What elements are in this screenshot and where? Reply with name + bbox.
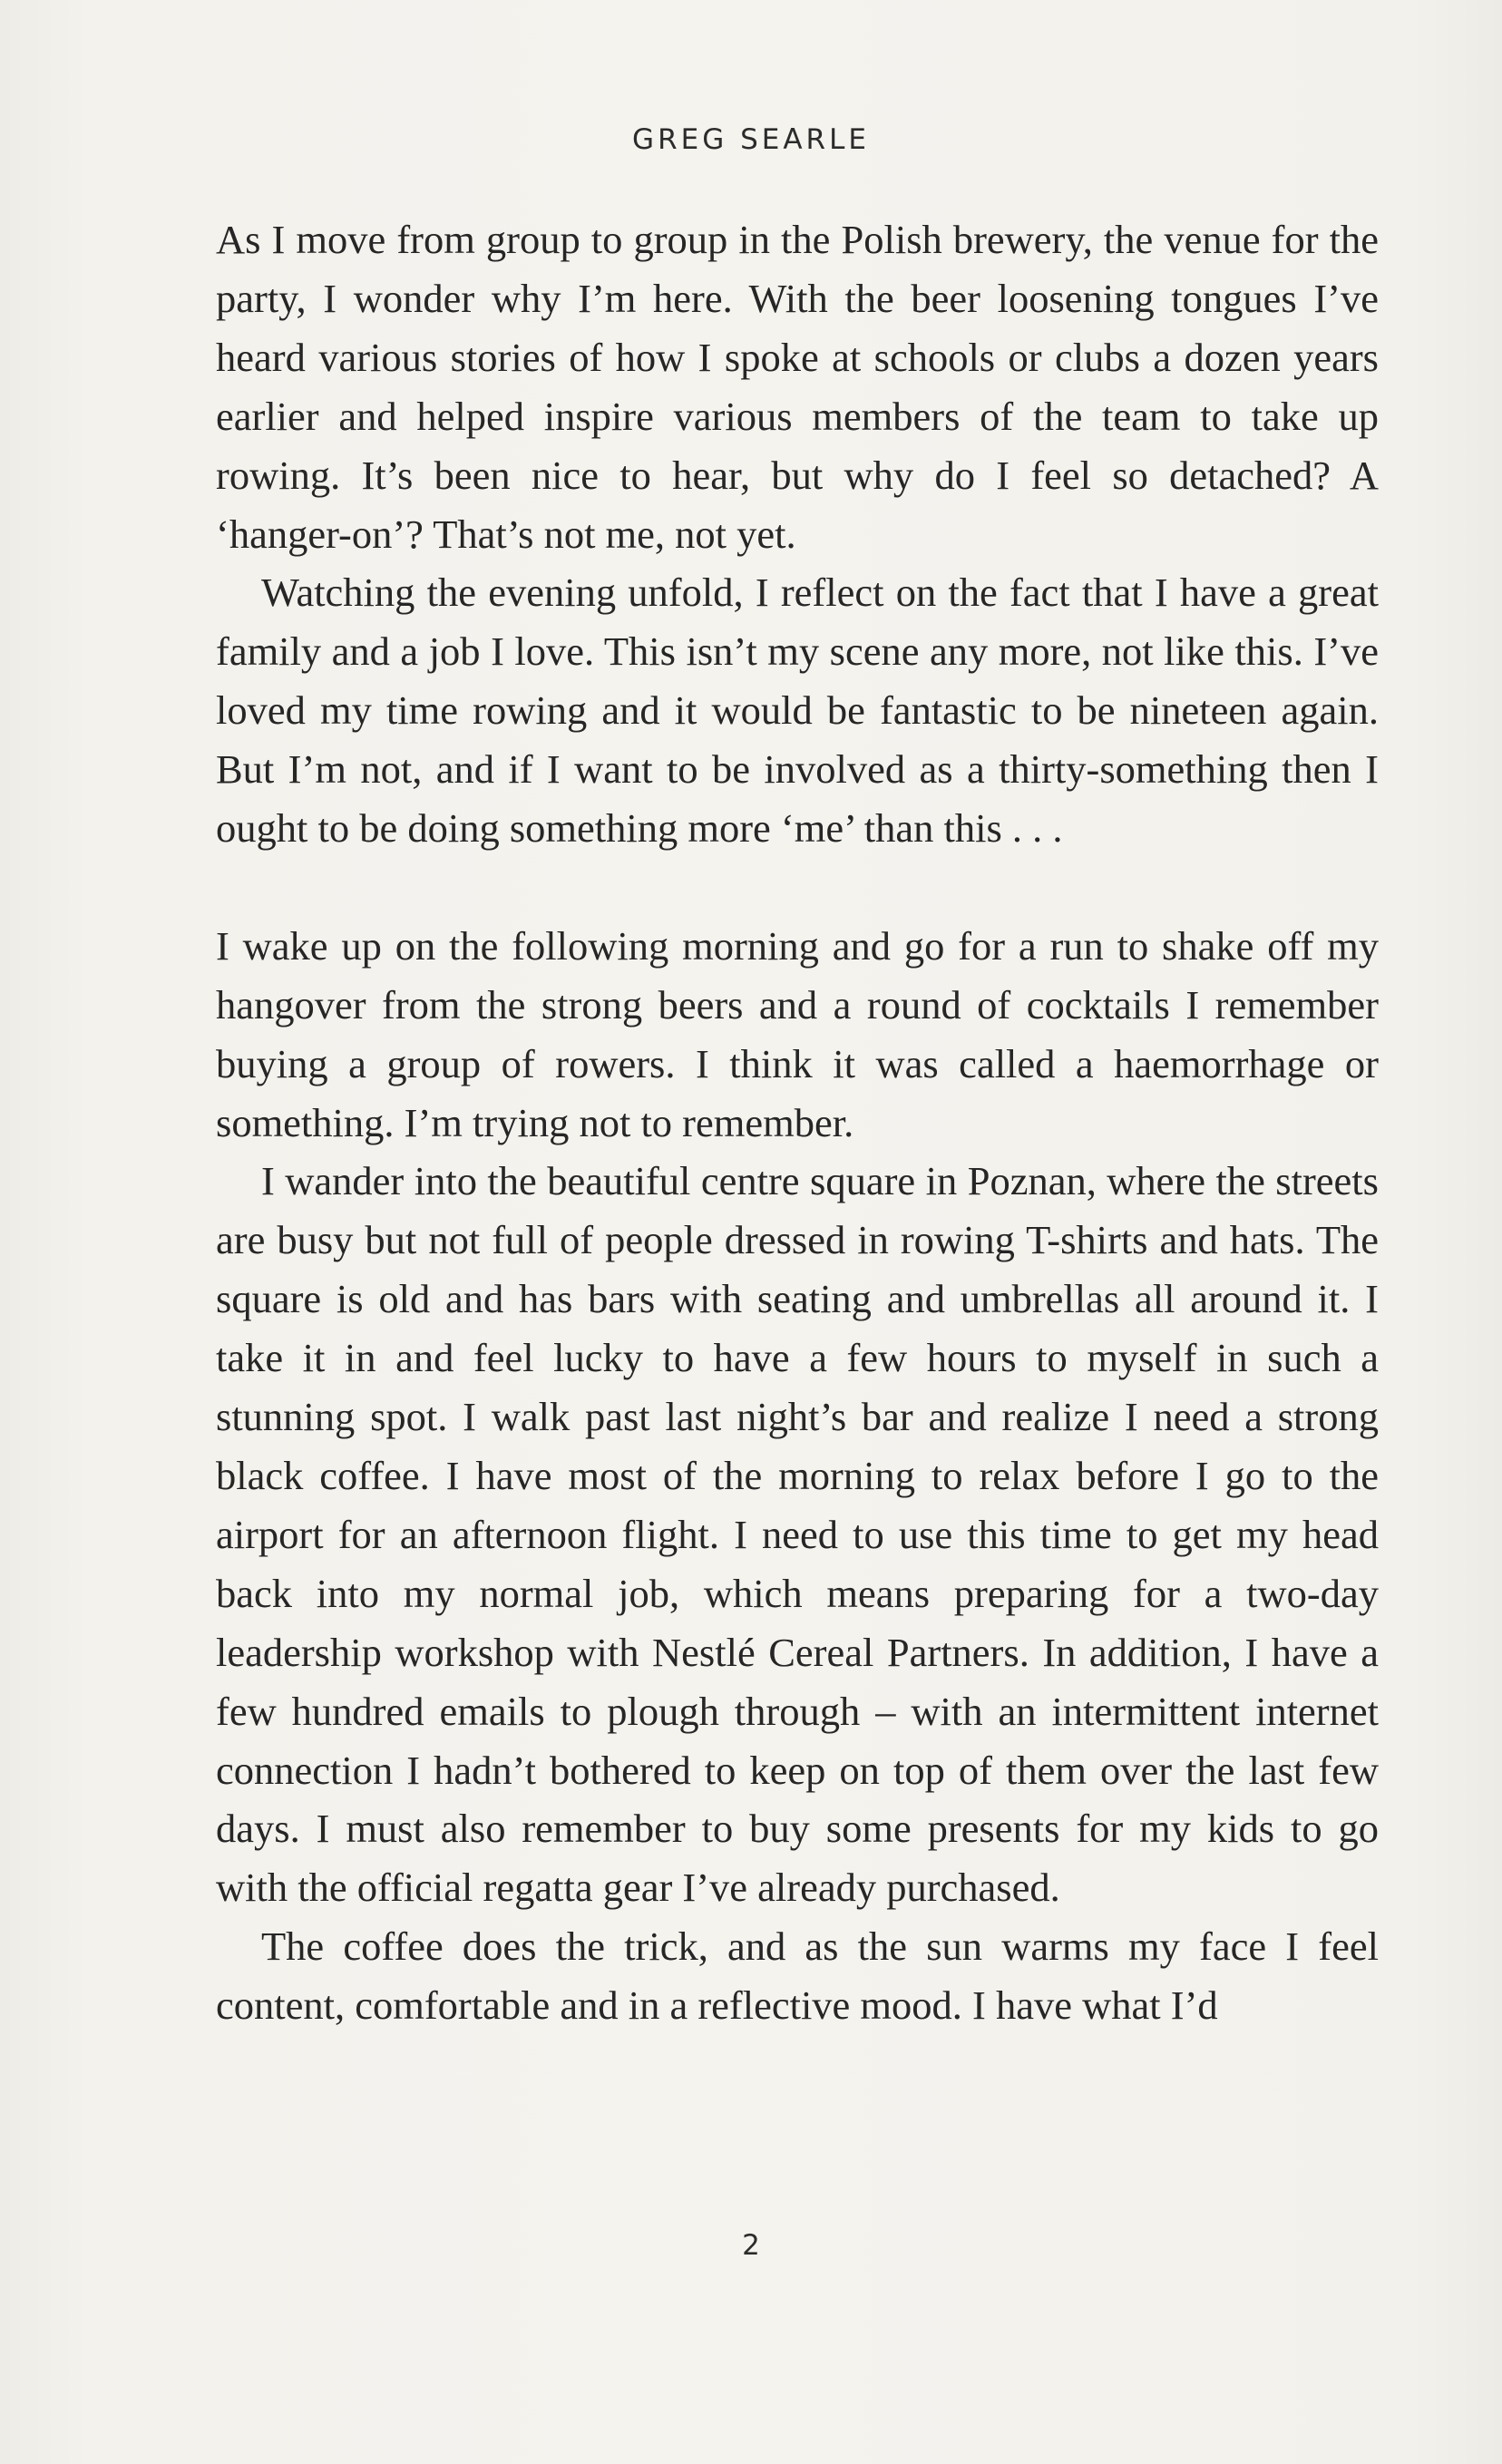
paragraph: I wake up on the following morning and go for a run to shake off my hangover from the strong beers and a round of cocktails I remember buying a group of rowers. I think it was called a haemorrhage or something. I’m trying not to remember. xyxy=(216,922,1379,1145)
paragraph: I wander into the beautiful centre square in Poznan, where the streets are busy but not full of people dressed in rowing T-shirts and hats. The square is old and has bars with seating and umbrellas all around it. I take it in and feel lucky to have a few hours to myself in such a stunning spot. I walk past last night’s bar and realize I need a strong black coffee. I have most of the morning to relax before I go to the airport for an afternoon flight. I need to use this time to get my head back into my normal job, which means preparing for a two-day leadership workshop with Nestlé Cereal Partners. In addition, I have a few hundred emails to plough through – with an intermittent internet connection I hadn’t bothered to keep on top of them over the last few days. I must also remember to buy some presents for my kids to go with the official regatta gear I’ve already purchased. xyxy=(216,1158,1379,1911)
paragraph: Watching the evening unfold, I reflect on the fact that I have a great family and a job I love. This isn’t my scene any more, not like this. I’ve loved my time rowing and it would be fantastic to be nineteen again. But I’m not, and if I want to be involved as a thirty-something then I ought to be doing something more ‘me’ than this . . . xyxy=(216,570,1379,852)
body-text xyxy=(216,210,1379,2035)
page-number: 2 xyxy=(742,2229,760,2262)
running-head: GREG SEARLE xyxy=(632,123,870,156)
paragraph: As I move from group to group in the Polish brewery, the venue for the party, I wonder why I’m here. With the beer loosening tongues I’ve heard various stories of how I spoke at schools or clubs a dozen years earlier and helped inspire various members of the team to take up rowing. It’s been nice to hear, but why do I feel so detached? A ‘hanger-on’? That’s not me, not yet. xyxy=(216,217,1379,557)
paragraph: The coffee does the trick, and as the sun warms my face I feel content, comfortable and in a reflective mood. I have what I’d xyxy=(216,1923,1379,2029)
